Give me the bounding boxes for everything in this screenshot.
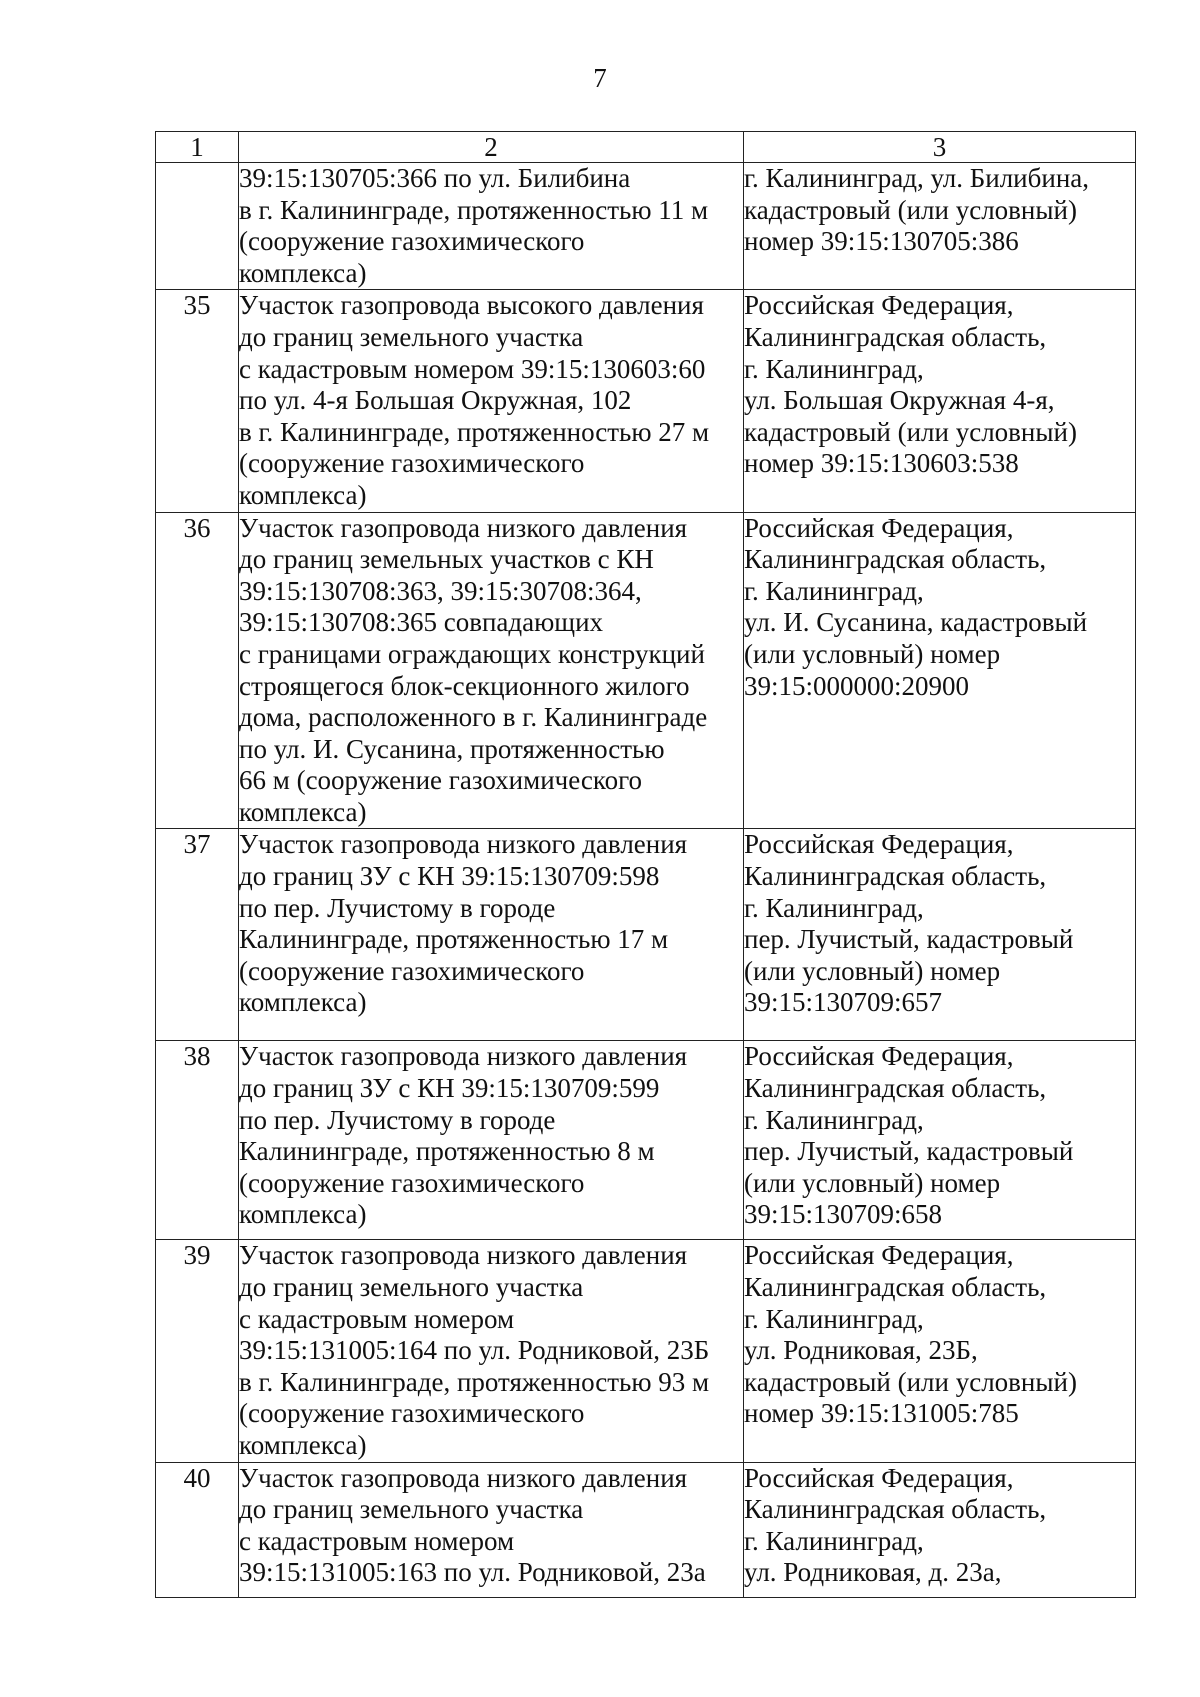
- description-line: Калининграде, протяженностью 17 м: [239, 924, 669, 955]
- row-number: 40: [156, 1462, 239, 1597]
- address-line: кадастровый (или условный): [744, 194, 1077, 225]
- address-line: ул. И. Сусанина, кадастровый: [744, 607, 1088, 638]
- description-line: Участок газопровода высокого давления: [239, 290, 704, 321]
- address-line: 39:15:130709:657: [744, 987, 943, 1018]
- address-line: кадастровый (или условный): [744, 416, 1077, 447]
- address-line: г. Калининград, ул. Билибина,: [744, 163, 1090, 193]
- description-line: в г. Калининграде, протяженностью 27 м: [239, 416, 710, 447]
- description-line: комплекса): [239, 479, 367, 510]
- description-line: Калининграде, протяженностью 8 м: [239, 1136, 655, 1167]
- address-line: ул. Родниковая, 23Б,: [744, 1335, 978, 1366]
- registry-table: [155, 131, 1136, 1598]
- address-line: ул. Большая Окружная 4-я,: [744, 385, 1055, 416]
- row-description: [239, 1041, 744, 1240]
- description-line: до границ ЗУ с КН 39:15:130709:598: [239, 861, 660, 892]
- address-line: 39:15:000000:20900: [744, 670, 970, 701]
- row-number: 38: [156, 1041, 239, 1240]
- description-line: до границ земельных участков с КН: [239, 544, 654, 575]
- row-description: [239, 829, 744, 1041]
- description-line: (сооружение газохимического: [239, 1398, 585, 1429]
- description-line: комплекса): [239, 1430, 367, 1461]
- address-line: (или условный) номер: [744, 1167, 1001, 1198]
- row-description: [239, 290, 744, 512]
- description-line: до границ земельного участка: [239, 321, 584, 352]
- row-number: 35: [156, 290, 239, 512]
- description-line: с кадастровым номером: [239, 1303, 515, 1334]
- description-line: комплекса): [239, 257, 367, 288]
- address-line: г. Калининград,: [744, 1104, 924, 1135]
- description-line: 39:15:131005:164 по ул. Родниковой, 23Б: [239, 1335, 710, 1366]
- description-line: по пер. Лучистому в городе: [239, 892, 556, 923]
- address-line: ул. Родниковая, д. 23а,: [744, 1557, 1002, 1588]
- address-line: номер 39:15:130705:386: [744, 226, 1019, 257]
- description-line: с границами ограждающих конструкций: [239, 638, 705, 669]
- address-line: Российская Федерация,: [744, 290, 1014, 321]
- description-line: до границ ЗУ с КН 39:15:130709:599: [239, 1073, 660, 1104]
- table-row: [156, 163, 1136, 290]
- address-line: Калининградская область,: [744, 544, 1047, 575]
- row-address: [744, 163, 1136, 290]
- description-line: 39:15:130708:363, 39:15:30708:364,: [239, 575, 642, 606]
- address-line: Российская Федерация,: [744, 1041, 1014, 1072]
- table-row: [156, 290, 1136, 512]
- description-line: Участок газопровода низкого давления: [239, 1041, 688, 1072]
- row-address: [744, 1041, 1136, 1240]
- description-line: до границ земельного участка: [239, 1272, 584, 1303]
- column-header-1: 1: [156, 132, 239, 163]
- row-number: 39: [156, 1240, 239, 1462]
- address-line: Калининградская область,: [744, 1494, 1047, 1525]
- address-line: г. Калининград,: [744, 575, 924, 606]
- address-line: Калининградская область,: [744, 321, 1047, 352]
- address-line: Российская Федерация,: [744, 1240, 1014, 1271]
- row-address: [744, 512, 1136, 829]
- address-line: Российская Федерация,: [744, 1462, 1014, 1493]
- description-line: Участок газопровода низкого давления: [239, 829, 688, 860]
- description-line: по ул. И. Сусанина, протяженностью: [239, 733, 665, 764]
- description-line: до границ земельного участка: [239, 1494, 584, 1525]
- row-address: [744, 1462, 1136, 1597]
- address-line: г. Калининград,: [744, 1303, 924, 1334]
- address-line: кадастровый (или условный): [744, 1366, 1077, 1397]
- row-address: [744, 829, 1136, 1041]
- address-line: (или условный) номер: [744, 955, 1001, 986]
- table-row: [156, 512, 1136, 829]
- column-header-2: 2: [239, 132, 744, 163]
- description-line: (сооружение газохимического: [239, 226, 585, 257]
- address-line: Российская Федерация,: [744, 512, 1014, 543]
- description-line: Участок газопровода низкого давления: [239, 1462, 688, 1493]
- description-line: дома, расположенного в г. Калининграде: [239, 702, 708, 733]
- page-number: 7: [593, 63, 607, 93]
- table-row: [156, 1041, 1136, 1240]
- description-line: (сооружение газохимического: [239, 448, 585, 479]
- description-line: 66 м (сооружение газохимического: [239, 765, 643, 796]
- description-line: по ул. 4-я Большая Окружная, 102: [239, 385, 632, 416]
- description-line: Участок газопровода низкого давления: [239, 512, 688, 543]
- address-line: пер. Лучистый, кадастровый: [744, 924, 1074, 955]
- description-line: по пер. Лучистому в городе: [239, 1104, 556, 1135]
- row-number: 36: [156, 512, 239, 829]
- description-line: в г. Калининграде, протяженностью 11 м: [239, 194, 709, 225]
- description-line: с кадастровым номером 39:15:130603:60: [239, 353, 706, 384]
- address-line: Российская Федерация,: [744, 829, 1014, 860]
- column-header-3: 3: [744, 132, 1136, 163]
- description-line: комплекса): [239, 796, 367, 827]
- row-address: [744, 290, 1136, 512]
- row-description: [239, 163, 744, 290]
- address-line: г. Калининград,: [744, 892, 924, 923]
- description-line: в г. Калининграде, протяженностью 93 м: [239, 1366, 710, 1397]
- table-header-row: [156, 132, 1136, 163]
- address-line: г. Калининград,: [744, 353, 924, 384]
- address-line: (или условный) номер: [744, 638, 1001, 669]
- address-line: 39:15:130709:658: [744, 1199, 943, 1230]
- address-line: Калининградская область,: [744, 1272, 1047, 1303]
- description-line: 39:15:131005:163 по ул. Родниковой, 23а: [239, 1557, 706, 1588]
- description-line: комплекса): [239, 1199, 367, 1230]
- description-line: 39:15:130708:365 совпадающих: [239, 607, 604, 638]
- address-line: номер 39:15:131005:785: [744, 1398, 1019, 1429]
- description-line: комплекса): [239, 987, 367, 1018]
- address-line: номер 39:15:130603:538: [744, 448, 1019, 479]
- row-address: [744, 1240, 1136, 1462]
- row-number: [156, 163, 239, 290]
- address-line: Калининградская область,: [744, 861, 1047, 892]
- description-line: 39:15:130705:366 по ул. Билибина: [239, 163, 631, 193]
- table-row: [156, 829, 1136, 1041]
- description-line: (сооружение газохимического: [239, 1167, 585, 1198]
- description-line: (сооружение газохимического: [239, 955, 585, 986]
- address-line: г. Калининград,: [744, 1525, 924, 1556]
- row-description: [239, 1240, 744, 1462]
- description-line: Участок газопровода низкого давления: [239, 1240, 688, 1271]
- address-line: пер. Лучистый, кадастровый: [744, 1136, 1074, 1167]
- description-line: строящегося блок-секционного жилого: [239, 670, 690, 701]
- address-line: Калининградская область,: [744, 1073, 1047, 1104]
- row-number: 37: [156, 829, 239, 1041]
- row-description: [239, 1462, 744, 1597]
- description-line: с кадастровым номером: [239, 1525, 515, 1556]
- table-row: [156, 1240, 1136, 1462]
- row-description: [239, 512, 744, 829]
- table-row: [156, 1462, 1136, 1597]
